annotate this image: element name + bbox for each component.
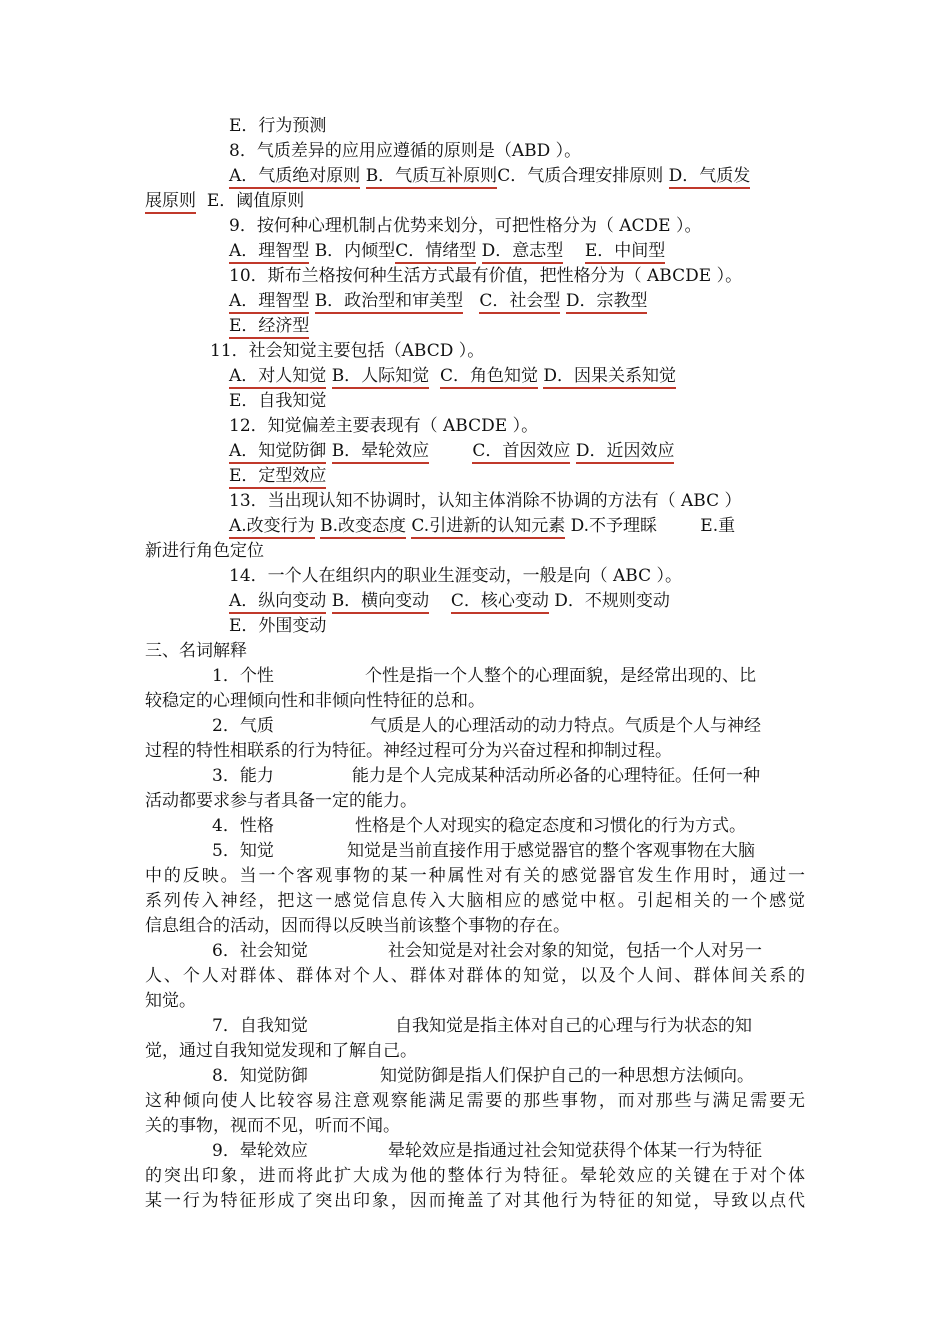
term-3-def-line1: 能力是个人完成某种活动所必备的心理特征。任何一种 (352, 766, 760, 786)
q13-option-e: E.重 (700, 516, 736, 536)
q8-option-e: E．阈值原则 (206, 191, 305, 211)
q14-option-c: C．核心变动 (451, 591, 549, 614)
term-7-def-line1: 自我知觉是指主体对自己的心理与行为状态的知 (395, 1016, 752, 1036)
q9-stem: 9．按何种心理机制占优势来划分，可把性格分为（ ACDE ）。 (229, 216, 702, 236)
term-6-def-line3: 知觉。 (145, 991, 196, 1011)
q12-option-c: C．首因效应 (472, 441, 570, 464)
term-6-def-line1: 社会知觉是对社会对象的知觉，包括一个人对另一 (388, 941, 762, 961)
term-1-def-line2: 较稳定的心理倾向性和非倾向性特征的总和。 (145, 691, 485, 711)
term-8-def-line3: 关的事物，视而不见，听而不闻。 (145, 1116, 400, 1136)
q9-option-e: E．中间型 (585, 241, 665, 264)
q13-option-b: B.改变态度 (320, 516, 406, 539)
term-6-def-line2: 人、个人对群体、群体对个人、群体对群体的知觉，以及个人间、群体间关系的 (145, 966, 807, 986)
term-9-name: 9．晕轮效应 (212, 1141, 308, 1161)
q14-option-d: D．不规则变动 (554, 591, 670, 611)
q8-option-d-cont: 展原则 (145, 191, 196, 214)
term-5-def-line3: 系列传入神经，把这一感觉信息传入大脑相应的感觉中枢。引起相关的一个感觉 (145, 891, 807, 911)
term-6-name: 6．社会知觉 (212, 941, 308, 961)
q8-option-b: B．气质互补原则 (366, 166, 498, 189)
term-2-def-line1: 气质是人的心理活动的动力特点。气质是个人与神经 (370, 716, 761, 736)
q13-option-a: A.改变行为 (229, 516, 315, 539)
term-9-def-line1: 晕轮效应是指通过社会知觉获得个体某一行为特征 (388, 1141, 762, 1161)
q13-option-e-cont: 新进行角色定位 (145, 541, 264, 561)
q12-option-e: E．定型效应 (229, 466, 326, 489)
q8-options-line2 (145, 190, 304, 212)
term-5-name: 5．知觉 (212, 841, 274, 861)
q11-option-a: A．对人知觉 (229, 366, 326, 389)
term-3-name: 3．能力 (212, 766, 274, 786)
q9-option-b: B．内倾型 (314, 241, 396, 261)
q8-option-c: C．气质合理安排原则 (497, 166, 664, 186)
q11-options (229, 365, 676, 387)
term-5-def-line1: 知觉是当前直接作用于感觉器官的整个客观事物在大脑 (347, 841, 755, 861)
term-7-name: 7．自我知觉 (212, 1016, 308, 1036)
q9-options (229, 240, 665, 262)
q13-stem: 13．当出现认知不协调时，认知主体消除不协调的方法有（ ABC ） (229, 491, 742, 511)
q11-option-c: C．角色知觉 (440, 366, 538, 389)
q10-options (229, 290, 647, 312)
q11-option-d: D．因果关系知觉 (543, 366, 676, 389)
q14-option-b: B．横向变动 (332, 591, 430, 614)
term-4-name: 4．性格 (212, 816, 274, 836)
q7-option-e: E．行为预测 (229, 116, 327, 136)
term-8-def-line2: 这种倾向使人比较容易注意观察能满足需要的那些事物，而对那些与满足需要无 (145, 1091, 807, 1111)
term-2-def-line2: 过程的特性相联系的行为特征。神经过程可分为兴奋过程和抑制过程。 (145, 741, 672, 761)
q10-stem: 10．斯布兰格按何种生活方式最有价值，把性格分为（ ABCDE ）。 (229, 266, 743, 286)
term-7-def-line2: 觉，通过自我知觉发现和了解自己。 (145, 1041, 417, 1061)
q9-option-d: D．意志型 (482, 241, 564, 264)
q14-stem: 14．一个人在组织内的职业生涯变动，一般是向（ ABC ）。 (229, 566, 683, 586)
term-5-def-line4: 信息组合的活动，因而得以反映当前该整个事物的存在。 (145, 916, 570, 936)
term-8-def-line1: 知觉防御是指人们保护自己的一种思想方法倾向。 (380, 1066, 754, 1086)
term-8-name: 8．知觉防御 (212, 1066, 308, 1086)
q10-option-e: E．经济型 (229, 316, 309, 339)
term-1-name: 1．个性 (212, 666, 274, 686)
term-5-def-line2: 中的反映。当一个客观事物的某一种属性对有关的感觉器官发生作用时，通过一 (145, 866, 807, 886)
section-heading: 三、名词解释 (145, 641, 247, 661)
q12-option-b: B．晕轮效应 (332, 441, 430, 464)
q11-option-b: B．人际知觉 (332, 366, 430, 389)
q14-option-e: E．外围变动 (229, 616, 327, 636)
q10-option-d: D．宗教型 (566, 291, 648, 314)
q13-option-c: C.引进新的认知元素 (411, 516, 565, 539)
q10-option-a: A．理智型 (229, 291, 309, 314)
q12-stem: 12．知觉偏差主要表现有（ ABCDE ）。 (229, 416, 539, 436)
term-9-def-line3: 某一行为特征形成了突出印象，因而掩盖了对其他行为特征的知觉，导致以点代 (145, 1191, 807, 1211)
q10-option-c: C．社会型 (479, 291, 560, 314)
q8-stem: 8．气质差异的应用应遵循的原则是（ABD ）。 (229, 141, 582, 161)
q8-option-d: D．气质发 (669, 166, 751, 189)
q12-option-a: A．知觉防御 (229, 441, 326, 464)
q12-options (229, 440, 674, 462)
q10-option-b: B．政治型和审美型 (315, 291, 464, 314)
q11-option-e: E．自我知觉 (229, 391, 327, 411)
q12-option-d: D．近因效应 (576, 441, 675, 464)
term-2-name: 2．气质 (212, 716, 274, 736)
term-9-def-line2: 的突出印象，进而将此扩大成为他的整体行为特征。晕轮效应的关键在于对个体 (145, 1166, 807, 1186)
q10-options-line2 (229, 315, 309, 337)
q13-option-d: D.不予理睬 (570, 516, 658, 536)
term-4-def-line1: 性格是个人对现实的稳定态度和习惯化的行为方式。 (355, 816, 746, 836)
q12-options-line2 (229, 465, 326, 487)
term-3-def-line2: 活动都要求参与者具备一定的能力。 (145, 791, 417, 811)
q8-options-line1 (229, 165, 750, 187)
q14-options (229, 590, 670, 612)
term-1-def-line1: 个性是指一个人整个的心理面貌，是经常出现的、比 (365, 666, 756, 686)
q9-option-a: A．理智型 (229, 241, 309, 264)
q14-option-a: A．纵向变动 (229, 591, 326, 614)
q11-stem: 11．社会知觉主要包括（ABCD ）。 (210, 341, 485, 361)
q8-option-a: A．气质绝对原则 (229, 166, 360, 189)
q13-options (229, 515, 735, 537)
q9-option-c: C．情绪型 (395, 241, 476, 264)
